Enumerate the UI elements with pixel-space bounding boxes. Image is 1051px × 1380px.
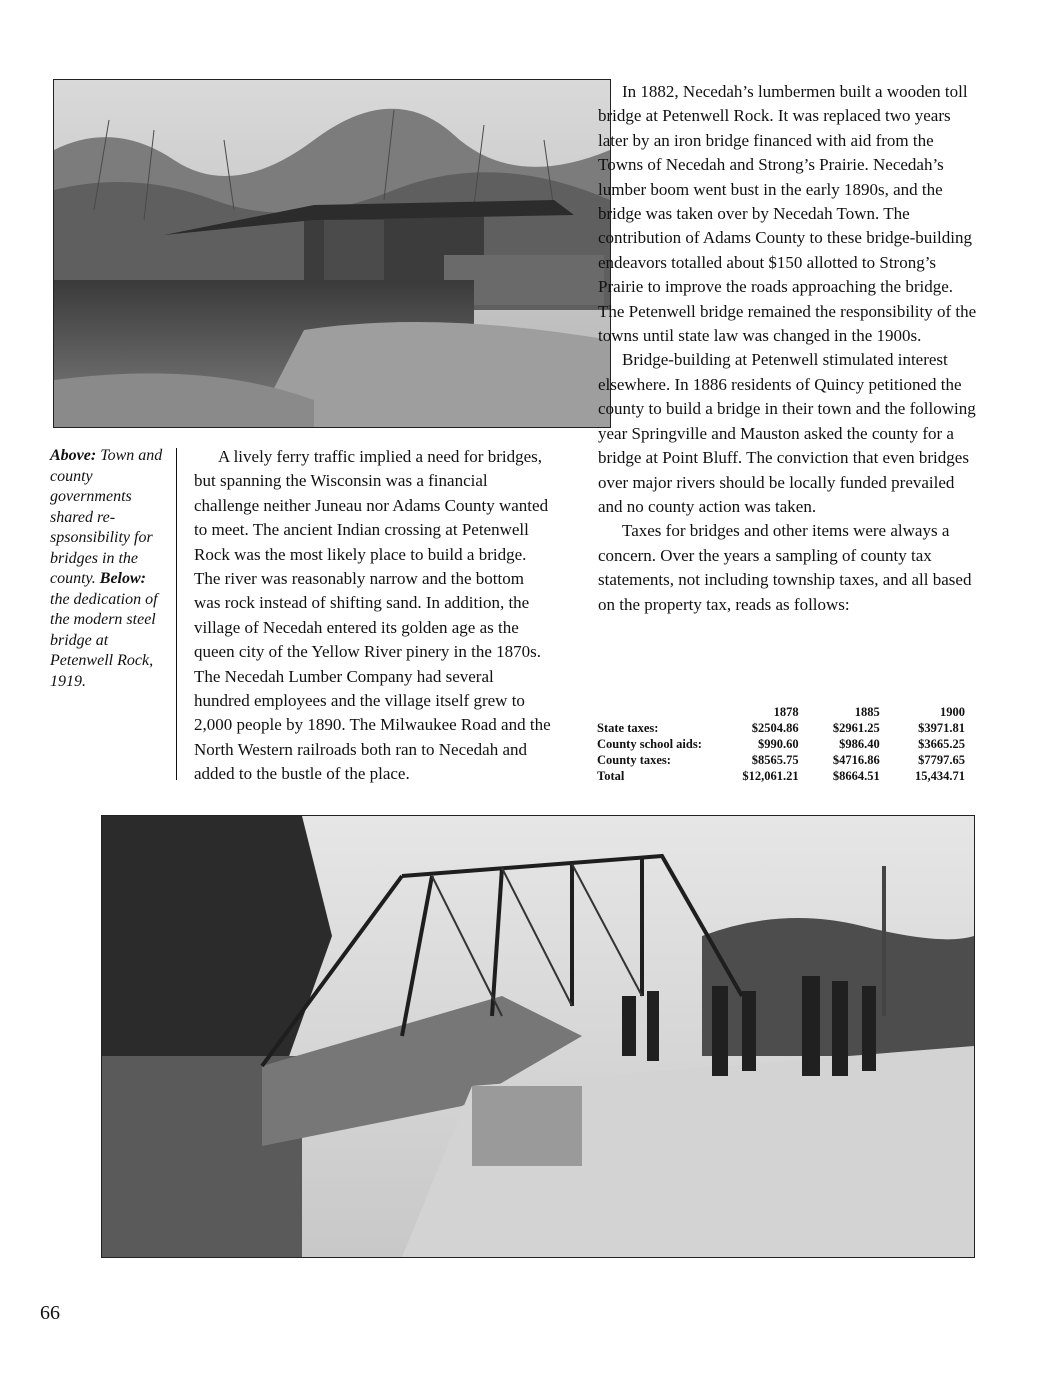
caption-label-below: Below: [99, 570, 146, 587]
year-header: 1900 [940, 705, 965, 719]
year-header: 1885 [854, 705, 880, 719]
table-row [597, 768, 965, 784]
table-cell: $2504.86 [751, 721, 799, 735]
table-row [597, 720, 965, 736]
row-label: Total [597, 769, 625, 783]
table-cell: 15,434.71 [915, 769, 965, 783]
photo-wooden-bridge [53, 79, 611, 428]
right-paragraph-1: In 1882, Necedah’s lumbermen built a wooden toll bridge at Petenwell Rock. It was replaced two years later by an iron bridge financed with aid from the Towns of Necedah and Strong’s Prairie. Necedah’s lumber boom went bust in the early 1890s, and the bridge was taken over by Necedah Town. The contribution of Adams County to these bridge-building endeavors totalled about $150 allotted to Strong’s Prairie to improve the roads approaching the bridge. The Petenwell bridge remained the responsibility of the towns until state law was changed in the 1900s. [598, 82, 977, 346]
table-cell: $3665.25 [918, 737, 965, 751]
table-cell: $8664.51 [832, 769, 880, 783]
row-label: County taxes: [597, 753, 671, 767]
right-paragraph-3: Taxes for bridges and other items were always a concern. Over the years a sampling of county tax statements, not including township taxes, and all based on the property tax, reads as follows: [598, 521, 972, 614]
page-number: 66 [40, 1302, 60, 1324]
table-row [597, 752, 965, 768]
table-cell: $990.60 [758, 737, 799, 751]
photo-steel-bridge-dedication [101, 815, 975, 1258]
table-cell: $8565.75 [751, 753, 799, 767]
year-header: 1878 [773, 705, 799, 719]
table-cell: $986.40 [839, 737, 880, 751]
right-paragraph-2: Bridge-building at Petenwell stimulated interest elsewhere. In 1886 residents of Quincy petitioned the county to build a bridge in their town and the following year Springville and Mauston asked the county for a bridge at Point Bluff. The conviction that even bridges over major rivers should be locally funded prevailed and no county action was taken. [598, 350, 976, 516]
middle-column [194, 445, 552, 787]
tax-table-header [597, 704, 965, 720]
table-row [597, 736, 965, 752]
row-label: County school aids: [597, 737, 702, 751]
caption-divider [176, 448, 177, 780]
table-cell: $12,061.21 [742, 769, 799, 783]
table-cell: $3971.81 [918, 721, 965, 735]
table-cell: $4716.86 [832, 753, 880, 767]
right-column [598, 80, 980, 617]
photo-caption [50, 446, 168, 692]
tax-table [597, 704, 965, 784]
caption-text-below: the dedication of the modern steel bridge at Petenwell Rock, 1919. [50, 590, 158, 690]
caption-label-above: Above: [50, 447, 97, 464]
row-label: State taxes: [597, 721, 659, 735]
caption-text-above: Town and county governments shared re-spsonsibility for bridges in the county. [50, 447, 163, 587]
middle-paragraph: A lively ferry traffic implied a need for bridges, but spanning the Wisconsin was a financial challenge neither Juneau nor Adams County wanted to meet. The ancient Indian crossing at Petenwell Rock was the most likely place to build a bridge. The river was reasonably narrow and the bottom was rock instead of shifting sand. In addition, the village of Necedah entered its golden age as the queen city of the Yellow River pinery in the 1870s. The Necedah Lumber Company had several hundred employees and the village itself grew to 2,000 people by 1890. The Milwaukee Road and the North Western railroads both ran to Necedah and added to the bustle of the place. [194, 447, 551, 784]
table-cell: $2961.25 [832, 721, 880, 735]
table-cell: $7797.65 [918, 753, 965, 767]
